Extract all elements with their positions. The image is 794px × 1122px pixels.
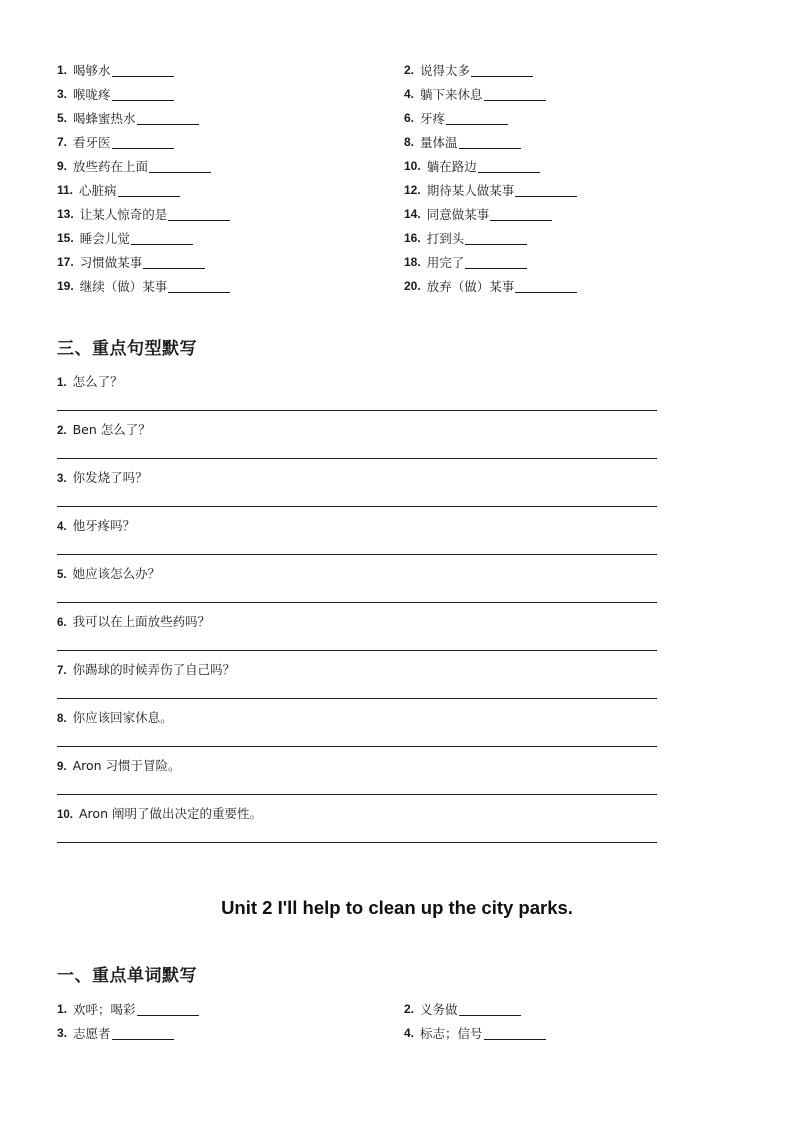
item-number: 18. <box>404 255 421 269</box>
item-number: 10. <box>57 809 73 821</box>
list-item <box>57 202 404 226</box>
item-text: 她应该怎么办？ <box>72 566 161 581</box>
item-text: Aron 阐明了做出决定的重要性。 <box>79 806 262 821</box>
item-number: 6. <box>404 111 415 125</box>
item-text: 躺在路边 <box>426 159 477 174</box>
item-text: 用完了 <box>426 255 465 270</box>
sentence-item <box>57 558 657 606</box>
list-item <box>404 997 677 1021</box>
item-number: 5. <box>57 111 68 125</box>
answer-blank[interactable] <box>459 135 521 149</box>
answer-line[interactable] <box>57 746 657 747</box>
list-item <box>57 1021 404 1045</box>
sentence-prompt <box>57 708 173 726</box>
answer-blank[interactable] <box>112 1026 174 1040</box>
item-number: 12. <box>404 183 421 197</box>
item-text: 放弃（做）某事 <box>426 279 515 294</box>
item-text: 怎么了？ <box>72 374 123 389</box>
item-number: 7. <box>57 665 67 677</box>
item-text: 你发烧了吗？ <box>72 470 148 485</box>
list-item <box>57 106 404 130</box>
item-text: 心脏病 <box>79 183 117 198</box>
item-text: 志愿者 <box>73 1026 111 1041</box>
answer-line[interactable] <box>57 794 657 795</box>
list-item <box>404 58 677 82</box>
section-title-words: 一、重点单词默写 <box>57 966 197 986</box>
list-item <box>57 226 404 250</box>
answer-blank[interactable] <box>112 63 174 77</box>
sentence-list <box>57 366 657 846</box>
list-item <box>404 154 677 178</box>
item-number: 15. <box>57 231 74 245</box>
item-number: 11. <box>57 183 74 197</box>
item-text: 义务做 <box>420 1002 458 1017</box>
sentence-prompt <box>57 372 123 390</box>
list-item <box>57 82 404 106</box>
item-number: 4. <box>404 87 415 101</box>
sentence-prompt <box>57 420 151 438</box>
item-number: 3. <box>57 1026 68 1040</box>
item-number: 1. <box>57 1002 68 1016</box>
sentence-prompt <box>57 516 135 534</box>
item-text: 放些药在上面 <box>73 159 149 174</box>
item-text: 欢呼；喝彩 <box>73 1002 136 1017</box>
answer-line[interactable] <box>57 698 657 699</box>
item-number: 1. <box>57 377 67 389</box>
list-item <box>57 130 404 154</box>
answer-blank[interactable] <box>484 1026 546 1040</box>
answer-line[interactable] <box>57 602 657 603</box>
item-number: 19. <box>57 279 74 293</box>
item-text: 看牙医 <box>73 135 111 150</box>
list-item <box>57 178 404 202</box>
list-item <box>404 82 677 106</box>
item-number: 14. <box>404 207 421 221</box>
sentence-prompt <box>57 660 235 678</box>
answer-blank[interactable] <box>478 159 540 173</box>
item-number: 3. <box>57 473 67 485</box>
sentence-item <box>57 654 657 702</box>
list-item <box>57 997 404 1021</box>
answer-blank[interactable] <box>471 63 533 77</box>
item-text: 我可以在上面放些药吗？ <box>72 614 211 629</box>
list-item <box>57 154 404 178</box>
item-text: 牙疼 <box>420 111 446 126</box>
answer-blank[interactable] <box>465 255 527 269</box>
sentence-item <box>57 414 657 462</box>
unit-title: Unit 2 I'll help to clean up the city parks. <box>221 897 573 918</box>
answer-line[interactable] <box>57 506 657 507</box>
item-text: 说得太多 <box>420 63 471 78</box>
item-text: 睡会儿觉 <box>79 231 130 246</box>
item-number: 9. <box>57 159 68 173</box>
item-text: 他牙疼吗？ <box>72 518 136 533</box>
answer-blank[interactable] <box>459 1002 521 1016</box>
item-number: 9. <box>57 761 67 773</box>
answer-line[interactable] <box>57 458 657 459</box>
item-number: 10. <box>404 159 421 173</box>
sentence-item <box>57 702 657 750</box>
list-item <box>57 58 404 82</box>
answer-blank[interactable] <box>137 111 199 125</box>
answer-line[interactable] <box>57 842 657 843</box>
sentence-prompt <box>57 564 160 582</box>
item-text: 你踢球的时候弄伤了自己吗？ <box>72 662 236 677</box>
item-text: 同意做某事 <box>426 207 490 222</box>
answer-line[interactable] <box>57 650 657 651</box>
answer-line[interactable] <box>57 554 657 555</box>
answer-blank[interactable] <box>484 87 546 101</box>
list-item <box>404 1021 677 1045</box>
answer-blank[interactable] <box>515 279 577 293</box>
sentence-item <box>57 606 657 654</box>
phrase-list <box>57 58 677 298</box>
list-item <box>404 202 677 226</box>
list-item <box>404 130 677 154</box>
item-number: 8. <box>404 135 415 149</box>
sentence-prompt <box>57 756 181 774</box>
sentence-prompt <box>57 804 262 822</box>
answer-blank[interactable] <box>118 183 180 197</box>
item-text: 习惯做某事 <box>79 255 143 270</box>
sentence-item <box>57 750 657 798</box>
item-number: 7. <box>57 135 68 149</box>
list-item <box>404 178 677 202</box>
list-item <box>404 250 677 274</box>
item-text: 继续（做）某事 <box>79 279 168 294</box>
item-number: 5. <box>57 569 67 581</box>
sentence-prompt <box>57 612 210 630</box>
item-number: 2. <box>404 1002 415 1016</box>
answer-line[interactable] <box>57 410 657 411</box>
item-text: 让某人惊奇的是 <box>79 207 168 222</box>
list-item <box>57 250 404 274</box>
answer-blank[interactable] <box>168 279 230 293</box>
answer-blank[interactable] <box>112 135 174 149</box>
item-text: 喝蜂蜜热水 <box>73 111 136 126</box>
sentence-prompt <box>57 468 148 486</box>
sentence-item <box>57 510 657 558</box>
list-item <box>404 106 677 130</box>
answer-blank[interactable] <box>465 231 527 245</box>
item-text: Ben 怎么了？ <box>72 422 151 437</box>
item-text: 你应该回家休息。 <box>72 710 173 725</box>
item-number: 16. <box>404 231 421 245</box>
item-text: 期待某人做某事 <box>426 183 515 198</box>
item-number: 1. <box>57 63 68 77</box>
item-text: 喝够水 <box>73 63 111 78</box>
item-text: Aron 习惯于冒险。 <box>72 758 181 773</box>
item-text: 喉咙疼 <box>73 87 111 102</box>
item-number: 4. <box>57 521 67 533</box>
answer-blank[interactable] <box>131 231 193 245</box>
item-number: 2. <box>404 63 415 77</box>
list-item <box>57 274 404 298</box>
answer-blank[interactable] <box>149 159 211 173</box>
answer-blank[interactable] <box>446 111 508 125</box>
item-number: 4. <box>404 1026 415 1040</box>
section-title-sentences: 三、重点句型默写 <box>57 339 197 359</box>
item-text: 躺下来休息 <box>420 87 483 102</box>
item-text: 标志；信号 <box>420 1026 483 1041</box>
list-item <box>404 274 677 298</box>
sentence-item <box>57 366 657 414</box>
answer-blank[interactable] <box>137 1002 199 1016</box>
item-text: 打到头 <box>426 231 465 246</box>
sentence-item <box>57 798 657 846</box>
answer-blank[interactable] <box>490 207 552 221</box>
sentence-item <box>57 462 657 510</box>
list-item <box>404 226 677 250</box>
item-number: 6. <box>57 617 67 629</box>
answer-blank[interactable] <box>143 255 205 269</box>
item-number: 8. <box>57 713 67 725</box>
answer-blank[interactable] <box>112 87 174 101</box>
item-number: 2. <box>57 425 67 437</box>
answer-blank[interactable] <box>515 183 577 197</box>
item-number: 20. <box>404 279 421 293</box>
answer-blank[interactable] <box>168 207 230 221</box>
word-list <box>57 997 677 1045</box>
item-text: 量体温 <box>420 135 458 150</box>
item-number: 3. <box>57 87 68 101</box>
item-number: 13. <box>57 207 74 221</box>
item-number: 17. <box>57 255 74 269</box>
